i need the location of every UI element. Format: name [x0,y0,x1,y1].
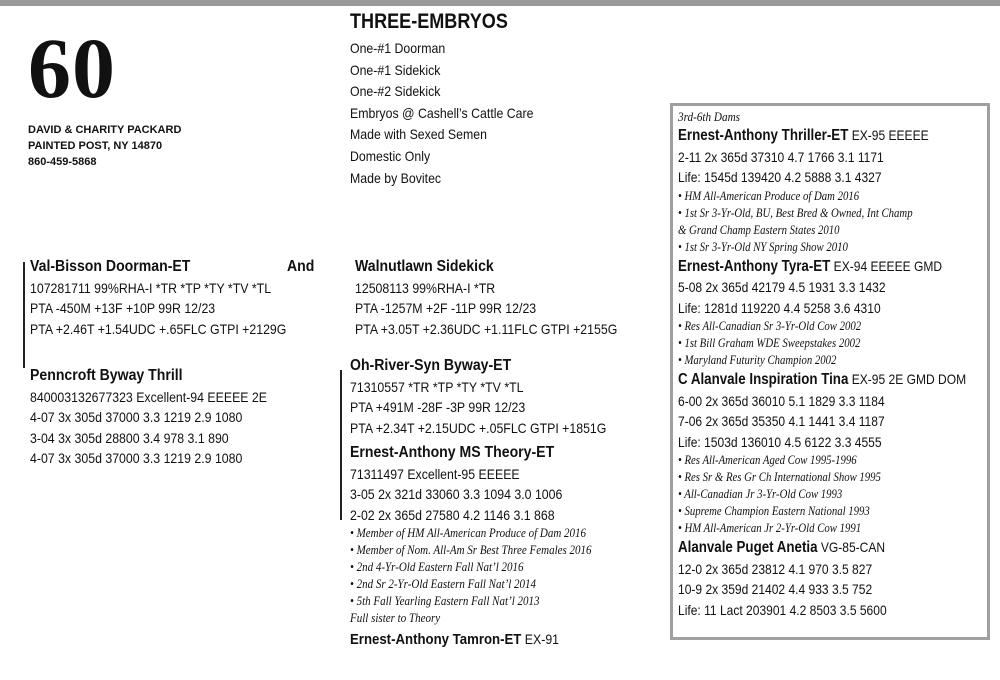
sire2-name: Walnutlawn Sidekick [355,258,494,275]
pedigree-bracket-left [23,262,25,368]
dam1-line: 4-07 3x 305d 37000 3.3 1219 2.9 1080 [30,450,243,466]
sire2-line: PTA +3.05T +2.36UDC +1.11FLC GTPI +2155G [355,320,618,337]
dam4-record: Life: 1281d 119220 4.4 5258 3.6 4310 [678,299,881,316]
sire2-line: PTA -1257M +2F -11P 99R 12/23 [355,300,537,316]
dam4-name: Ernest-Anthony Tyra-ET [678,257,831,275]
dam4-note: • Res All-Canadian Sr 3-Yr-Old Cow 2002 [678,319,862,333]
pedigree-bracket-mid [340,370,342,520]
maternal-dam-note: • Member of HM All-American Produce of Dam 2016 [350,526,587,540]
seller-location: PAINTED POST, NY 14870 [28,140,163,152]
dam5-title [678,369,966,391]
dam4-record: 5-08 2x 365d 42179 4.5 1931 3.3 1432 [678,279,886,295]
maternal-sire-line: PTA +491M -28F -3P 99R 12/23 [350,399,526,415]
and-label: And [287,258,315,275]
sire1-line: PTA -450M +13F +10P 99R 12/23 [30,300,216,316]
offering-line: Embryos @ Cashell’s Cattle Care [350,104,534,121]
sire1-line: PTA +2.46T +1.54UDC +.65FLC GTPI +2129G [30,320,287,337]
offering-line: Made by Bovitec [350,169,442,186]
dam4-note: • 1st Bill Graham WDE Sweepstakes 2002 [678,336,861,350]
sire2-line: 12508113 99%RHA-I *TR [355,279,496,296]
maternal-dam-note: • 2nd Sr 2-Yr-Old Eastern Fall Nat’l 2014 [350,577,537,591]
offering-line: Made with Sexed Semen [350,126,487,143]
dam3-note: • 1st Sr 3-Yr-Old NY Spring Show 2010 [678,239,848,254]
maternal-sire-block [350,356,606,438]
dam3-note: • 1st Sr 3-Yr-Old, BU, Best Bred & Owned, Int Champ [678,205,913,220]
dam6-record: 12-0 2x 365d 23812 4.1 970 3.5 827 [678,560,873,577]
sire1-name: Val-Bisson Doorman-ET [30,258,191,275]
dam5-note: • All-Canadian Jr 3-Yr-Old Cow 1993 [678,487,843,501]
dam5-name: C Alanvale Inspiration Tina [678,371,849,388]
dam3-score: EX-95 EEEEE [848,127,929,143]
dam3-note: • HM All-American Produce of Dam 2016 [678,188,860,203]
seller-info [28,122,181,170]
seller-name: DAVID & CHARITY PACKARD [28,124,182,136]
dam5-record: 7-06 2x 365d 35350 4.1 1441 3.4 1187 [678,413,885,429]
maternal-sire-line: PTA +2.34T +2.15UDC +.05FLC GTPI +1851G [350,419,607,436]
maternal-dam-name: Ernest-Anthony MS Theory-ET [350,444,555,461]
offering-line: One-#1 Sidekick [350,61,441,78]
dam6-name: Alanvale Puget Anetia [678,539,818,556]
offering-line: One-#2 Sidekick [350,83,441,100]
dam1-name: Penncroft Byway Thrill [30,367,183,384]
maternal-dam-note: • 2nd 4-Yr-Old Eastern Fall Nat’l 2016 [350,560,524,574]
dam4-title [678,256,966,278]
sister-entry [350,629,592,651]
dam1-line: 4-07 3x 305d 37000 3.3 1219 2.9 1080 [30,409,243,425]
top-rule [0,0,1000,6]
dam3-note: & Grand Champ Eastern States 2010 [678,222,840,237]
offering-line: One-#1 Doorman [350,40,446,56]
dam6-record: Life: 11 Lact 203901 4.2 8503 3.5 5600 [678,601,887,618]
lot-number: 60 [28,20,116,116]
offering-details [350,38,533,189]
dam5-note: • Supreme Champion Eastern National 1993 [678,504,870,518]
dam1-line: 3-04 3x 305d 28800 3.4 978 3.1 890 [30,429,229,446]
sister-score: EX-91 [521,631,560,647]
maternal-dam-note: • Member of Nom. All-Am Sr Best Three Females 2016 [350,543,592,557]
offering-line: Domestic Only [350,147,431,164]
dam5-note: • HM All-American Jr 2-Yr-Old Cow 1991 [678,521,862,535]
maternal-dam-line: 3-05 2x 321d 33060 3.3 1094 3.0 1006 [350,486,563,502]
sire1-line: 107281711 99%RHA-I *TR *TP *TY *TV *TL [30,279,272,296]
sire1-block [30,257,286,339]
sister-name: Ernest-Anthony Tamron-ET [350,631,522,648]
dam4-score: EX-94 EEEEE GMD [830,257,943,274]
maternal-dam-note: • 5th Fall Yearling Eastern Fall Nat’l 2013 [350,594,540,608]
dam5-score: EX-95 2E GMD DOM [848,371,967,387]
dam6-score: VG-85-CAN [817,539,886,555]
dam5-record: 6-00 2x 365d 36010 5.1 1829 3.3 1184 [678,392,885,409]
dam3-name: Ernest-Anthony Thriller-ET [678,127,849,144]
maternal-dam-block [350,443,592,651]
maternal-dam-note: Full sister to Theory [350,611,441,625]
offering-title: THREE-EMBRYOS [350,10,508,33]
dam3-record: 2-11 2x 365d 37310 4.7 1766 3.1 1171 [678,148,884,165]
dam4-note: • Maryland Futurity Champion 2002 [678,353,837,367]
maternal-dam-line: 2-02 2x 365d 27580 4.2 1146 3.1 868 [350,506,555,523]
dam3-title [678,125,966,147]
dams-heading: 3rd-6th Dams [678,109,741,124]
maternal-dam-line: 71311497 Excellent-95 EEEEE [350,465,520,482]
dam1-line: 840003132677323 Excellent-94 EEEEE 2E [30,388,268,405]
dam3-record: Life: 1545d 139420 4.2 5888 3.1 4327 [678,169,882,185]
dam6-title [678,537,966,559]
dam5-note: • Res All-American Aged Cow 1995-1996 [678,453,857,467]
sire2-block [355,257,617,339]
dam6-record: 10-9 2x 359d 21402 4.4 933 3.5 752 [678,581,873,597]
maternal-sire-name: Oh-River-Syn Byway-ET [350,357,512,374]
dam5-note: • Res Sr & Res Gr Ch International Show 1995 [678,470,881,484]
dams-box-content [678,108,966,620]
dam5-record: Life: 1503d 136010 4.5 6122 3.3 4555 [678,433,882,450]
seller-phone: 860-459-5868 [28,156,97,168]
dam1-block [30,366,267,469]
maternal-sire-line: 71310557 *TR *TP *TY *TV *TL [350,378,524,395]
